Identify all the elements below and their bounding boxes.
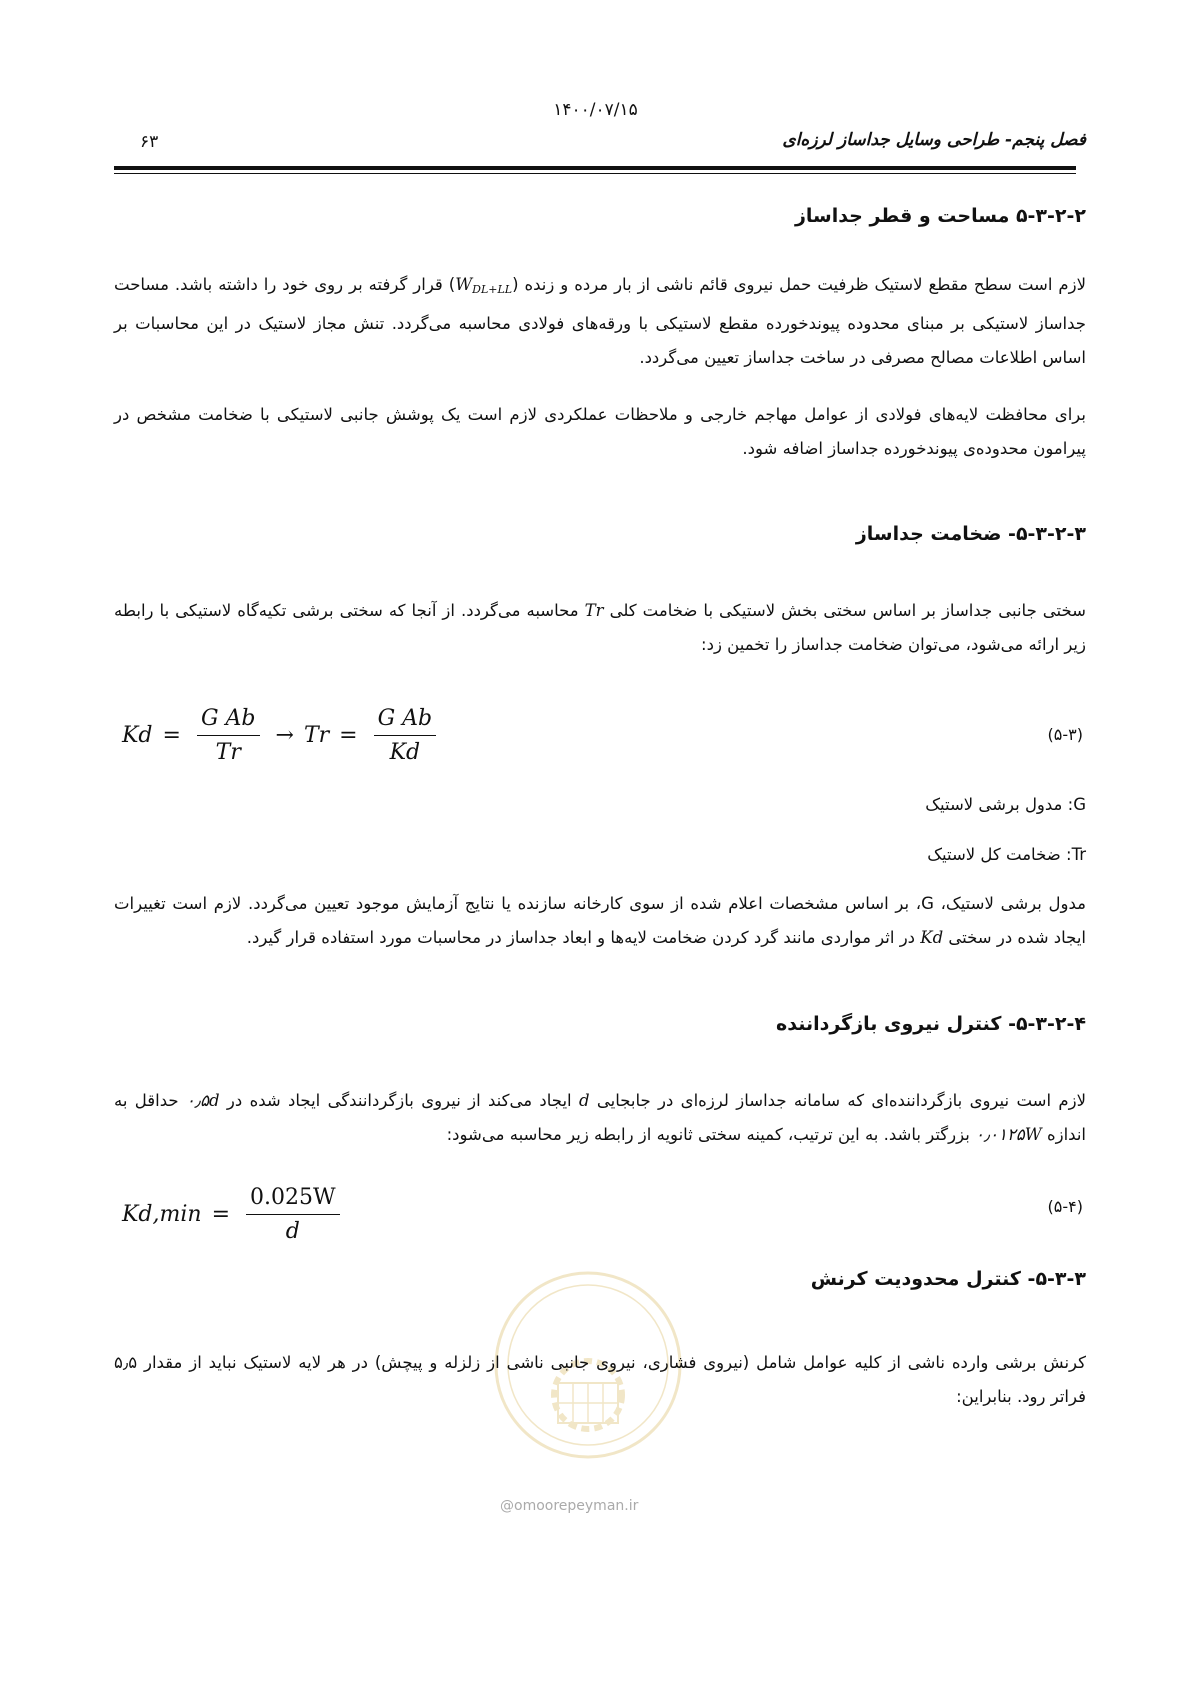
paragraph-text: لازم است سطح مقطع لاستیک ظرفیت حمل نیروی قائم ناشی از بار مرده و زنده (: [512, 275, 1086, 294]
paragraph: [114, 594, 1086, 662]
section-heading: ۵-۳-۲-۲ مساحت و قطر جداساز: [794, 205, 1086, 227]
paragraph-text: مدول برشی لاستیک، G، بر اساس مشخصات اعلام شده از سوی کارخانه سازنده یا نتایج آزمایش موجود تعیین می‌گردد. لازم است تغییرات ایجاد شده در سختی: [114, 894, 1086, 947]
math-symbol: Tr: [584, 601, 604, 620]
definition-item: G: مدول برشی لاستیک: [925, 795, 1086, 814]
page-number: ۶۳: [140, 132, 159, 152]
math-symbol: ۰٫۵d: [185, 1091, 220, 1110]
paragraph: [114, 887, 1086, 955]
section-heading: ۵-۳-۲-۴- کنترل نیروی بازگرداننده: [776, 1013, 1086, 1035]
section-heading: ۵-۳-۳- کنترل محدودیت کرنش: [810, 1268, 1086, 1290]
fraction: $\frac{\text{G Ab}}{Kd}$: [374, 706, 437, 765]
chapter-title: فصل پنجم- طراحی وسایل جداساز لرزه‌ای: [782, 130, 1086, 150]
equation-label: (۵-۳): [1047, 725, 1083, 744]
eq-lhs: Kd: [122, 723, 153, 748]
section-heading: ۵-۳-۲-۳- ضخامت جداساز: [855, 523, 1086, 545]
paragraph-text: ) قرار گرفته بر روی خود را داشته باشد. مساحت جداساز لاستیکی بر مبنای محدوده پیوندخورده مقطع لاستیکی با ورقه‌های فولادی محاسبه می‌گردد. تنش مجاز لاستیک در این محاسبات بر اساس اطلاعات مصالح مصرفی در ساخت جداساز تعیین می‌گردد.: [114, 275, 1086, 367]
paragraph: کرنش برشی وارده ناشی از کلیه عوامل شامل (نیروی فشاری، نیروی جانبی ناشی از زلزله و پیچش) در هر لایه لاستیک نباید از مقدار ۵٫۵ فراتر رود. بنابراین:: [114, 1353, 1086, 1406]
math-symbol: d: [578, 1091, 590, 1110]
equation-5-4: Kd,min = $\frac{0.025W}{d}$: [122, 1185, 346, 1244]
watermark-text: @omoorepeyman.ir: [500, 1498, 639, 1514]
fraction: $\frac{0.025W}{d}$: [246, 1185, 340, 1244]
paragraph: برای محافظت لایه‌های فولادی از عوامل مهاجم خارجی و ملاحظات عملکردی لازم است یک پوشش جانبی لاستیکی با ضخامت مشخص در پیرامون محدوده‌ی پیوندخورده جداساز اضافه شود.: [114, 405, 1086, 458]
math-symbol: Kd: [920, 928, 944, 947]
header-date: ۱۴۰۰/۰۷/۱۵: [553, 100, 638, 120]
arrow-icon: →: [275, 723, 294, 748]
definition-item: Tr: ضخامت کل لاستیک: [927, 845, 1086, 864]
paragraph-text: در اثر مواردی مانند گرد کردن ضخامت لایه‌ها و ابعاد جداساز در محاسبات مورد استفاده قرار گیرد.: [246, 928, 921, 947]
eq-lhs: Kd,min: [122, 1202, 202, 1227]
paragraph: لازم است نیروی بازگرداننده‌ای که سامانه جداساز لرزه‌ای در جابجایی d ایجاد می‌کند از نیروی بازگردانندگی ایجاد شده در ۰٫۵d حداقل به اندازه ۰٫۰۱۲۵W بزرگتر باشد. به این ترتیب، کمینه سختی ثانویه از رابطه زیر محاسبه می‌شود:: [114, 1091, 1087, 1144]
header-rule-thick: [114, 166, 1076, 170]
math-symbol: ۰٫۰۱۲۵W: [975, 1125, 1042, 1144]
math-symbol: $W_{DL+LL}$: [455, 275, 513, 296]
fraction: $\frac{\text{G Ab}}{Tr}$: [197, 706, 260, 765]
paragraph-text: سختی جانبی جداساز بر اساس سختی بخش لاستیکی با ضخامت کلی: [603, 601, 1086, 620]
equation-5-3: Kd = $\frac{\text{G Ab}}{Tr}$ → Tr = $\frac{\text{G Ab}}{Kd}$: [122, 706, 442, 765]
header-rule-thin: [114, 173, 1076, 174]
paragraph: [114, 268, 1086, 375]
paragraph-text: محاسبه می‌گردد. از آنجا که سختی برشی تکیه‌گاه لاستیکی با رابطه زیر ارائه می‌شود، می‌توان ضخامت جداساز را تخمین زد:: [114, 601, 1086, 654]
equation-label: (۵-۴): [1047, 1197, 1083, 1216]
